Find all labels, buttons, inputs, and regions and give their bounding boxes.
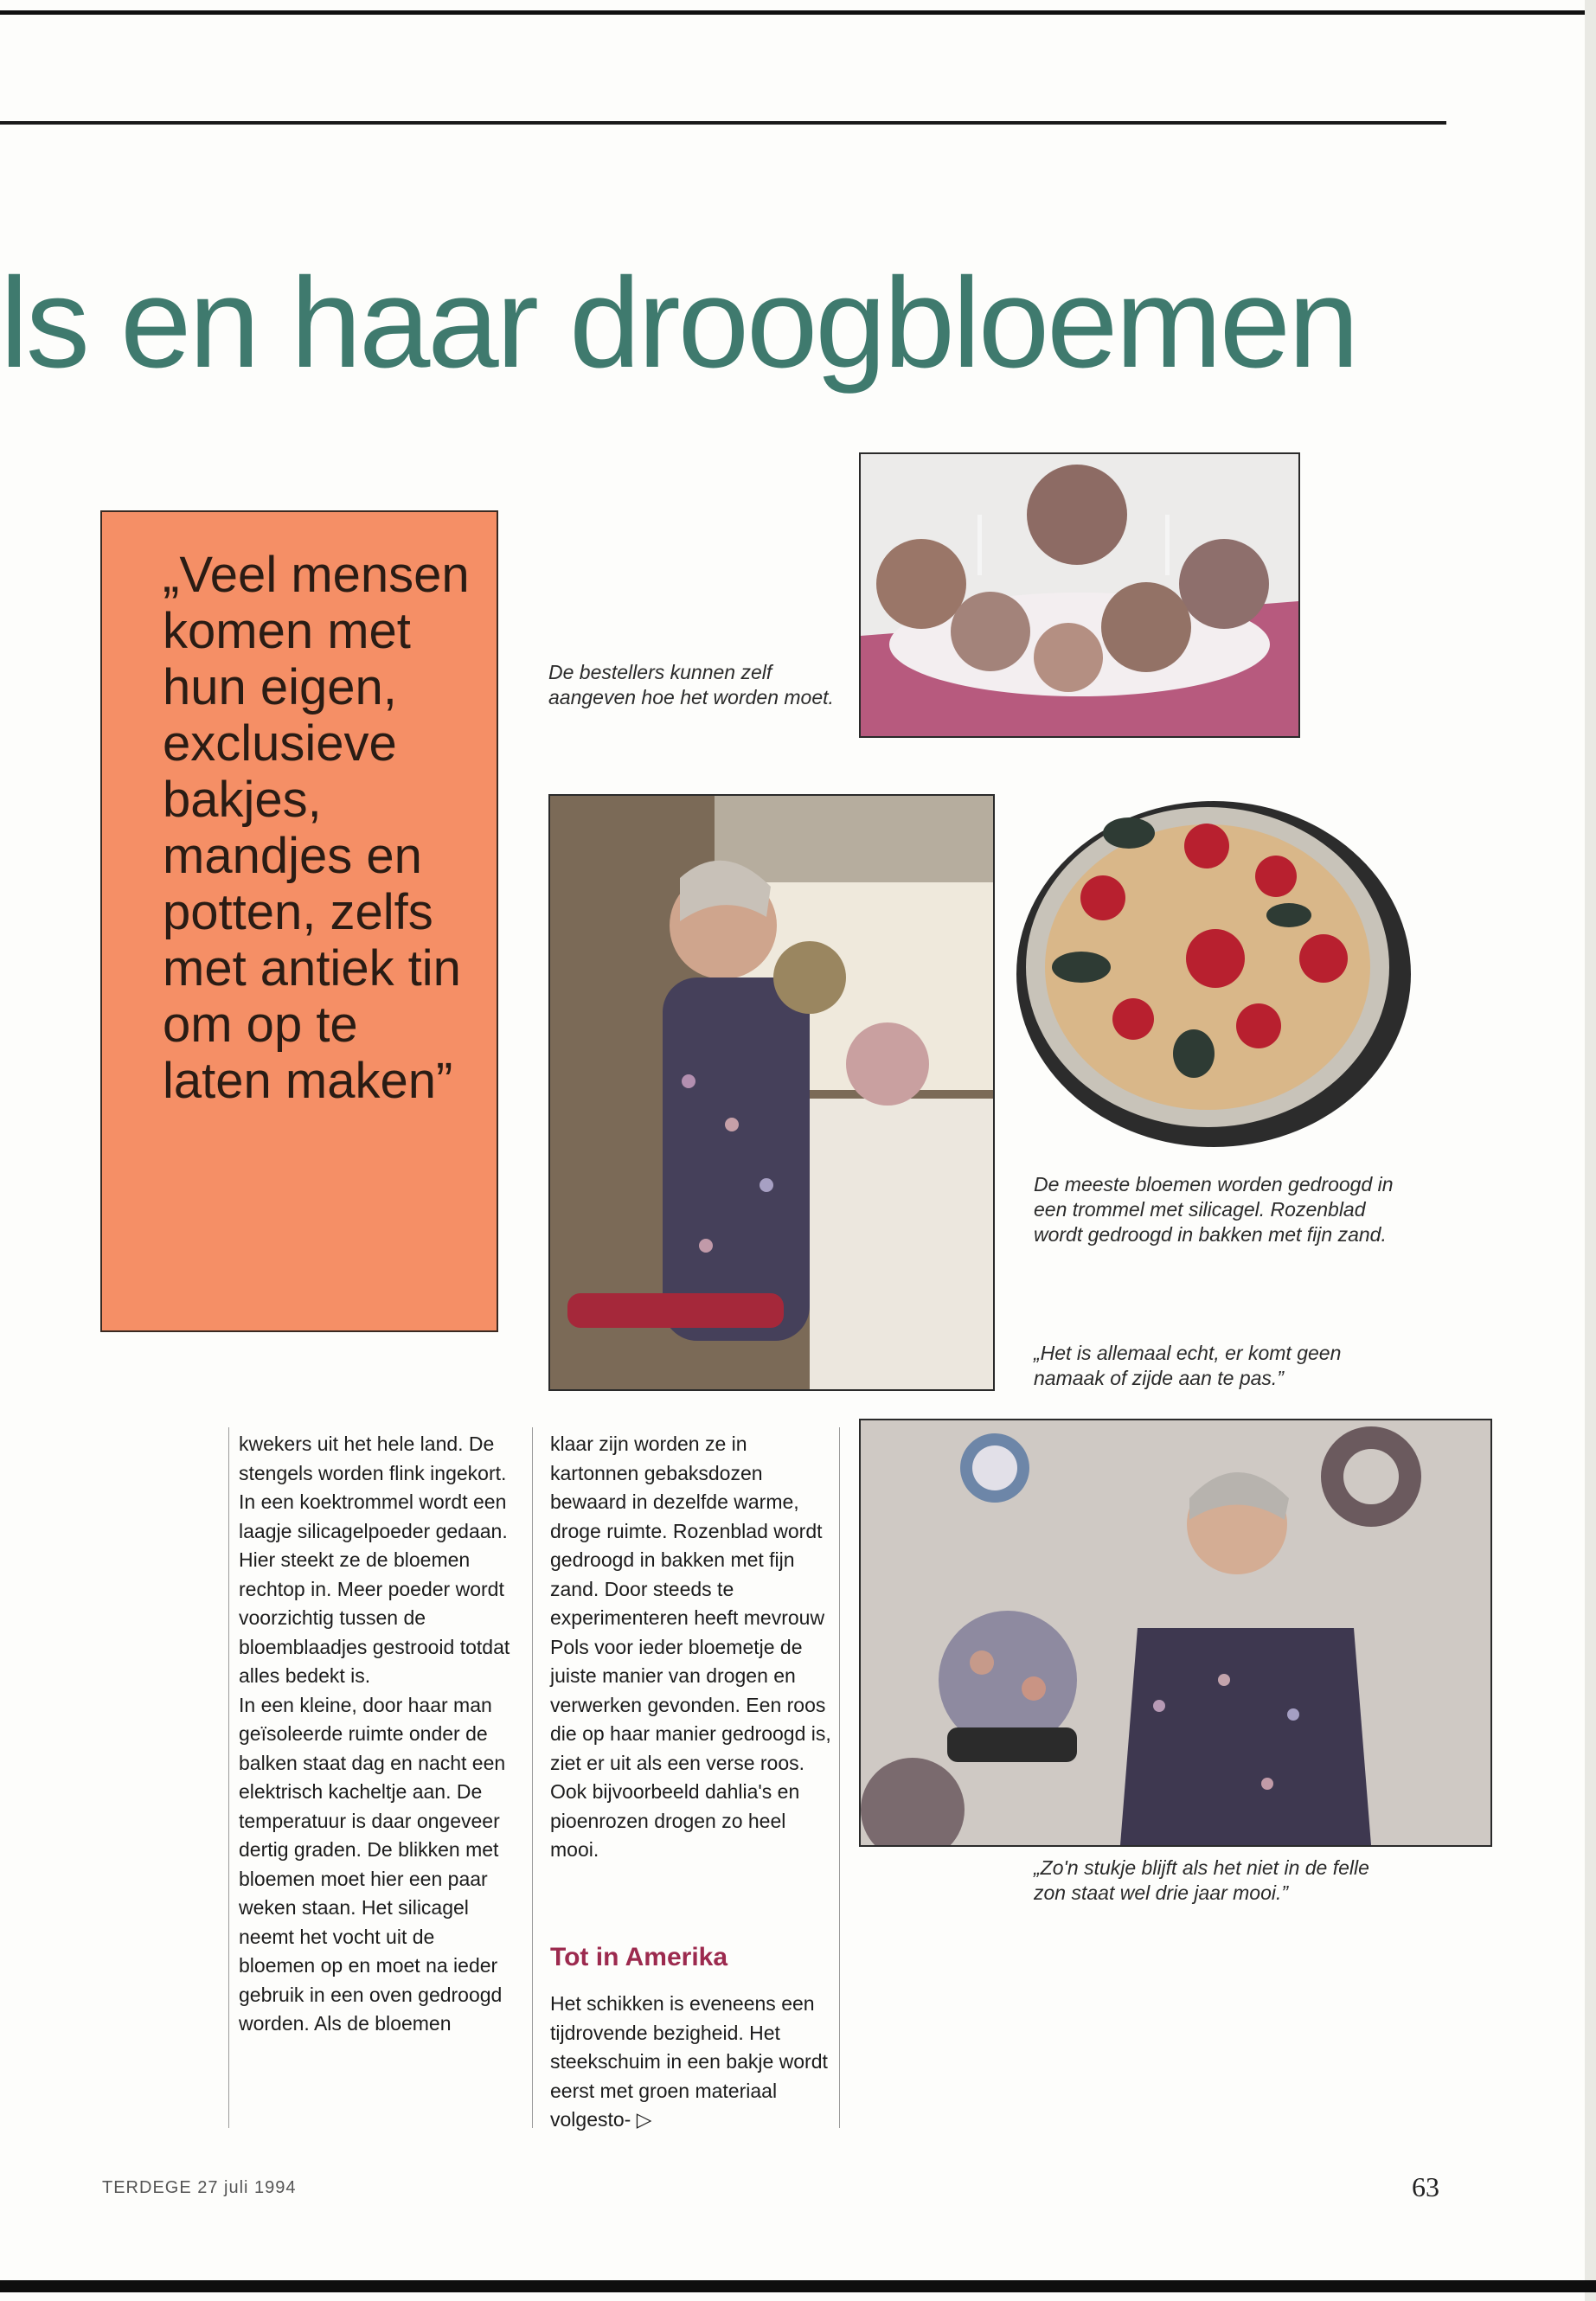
caption-stukje: „Zo'n stukje blijft als het niet in de felle zon staat wel drie jaar mooi.”	[1034, 1856, 1369, 1904]
photo-table-illustration	[861, 454, 1298, 736]
photo-flower-arrangements-table	[859, 452, 1300, 738]
pull-quote-box	[100, 510, 498, 1332]
photo-woman-seated	[548, 794, 995, 1391]
photo-tin-illustration	[1012, 794, 1423, 1157]
footer-publication: TERDEGE 27 juli 1994	[102, 2178, 297, 2197]
top-rule	[0, 121, 1446, 125]
photo-woman-standing	[859, 1419, 1492, 1847]
article-title: ls en haar droogbloemen	[0, 252, 1357, 394]
column-divider	[839, 1427, 840, 2128]
caption-echt: „Het is allemaal echt, er komt geen namaak of zijde aan te pas.”	[1034, 1342, 1342, 1389]
body-paragraph: Het schikken is eveneens een tijdrovende bezigheid. Het steekschuim in een bakje wordt eerst met groen materiaal volgesto- ▷	[550, 1992, 828, 2131]
column-divider	[532, 1427, 533, 2128]
subheading: Tot in Amerika	[550, 1943, 728, 1971]
body-column-2	[550, 1430, 836, 1865]
page-edge	[1585, 0, 1596, 2301]
caption-trommel: De meeste bloemen worden gedroogd in een trommel met silicagel. Rozenblad wordt gedroogd in bakken met fijn zand.	[1034, 1173, 1394, 1246]
caption-bestellers: De bestellers kunnen zelf aangeven hoe het worden moet.	[548, 661, 834, 708]
bottom-border	[0, 2280, 1596, 2292]
photo-standing-illustration	[861, 1420, 1490, 1845]
pull-quote: „Veel mensen komen met hun eigen, exclusieve bakjes, mandjes en potten, zelfs met antiek tin om op te laten maken”	[163, 547, 470, 1109]
top-border	[0, 10, 1596, 15]
page-number: 63	[1412, 2171, 1439, 2202]
body-column-2b	[550, 1990, 836, 2135]
photo-seated-illustration	[550, 796, 993, 1389]
body-paragraph: klaar zijn worden ze in kartonnen gebaksdozen bewaard in dezelfde warme, droge ruimte. Rozenblad wordt gedroogd in bakken met fijn zand. Door steeds te experimenteren heeft mevrouw Pols voor ieder bloemetje de juiste manier van drogen en verwerken gevonden. Een roos die op haar manier gedroogd is, ziet er uit als een verse roos. Ook bijvoorbeeld dahlia's en pioenrozen drogen zo heel mooi.	[550, 1433, 831, 1861]
column-divider	[228, 1427, 229, 2128]
body-paragraph: kwekers uit het hele land. De stengels worden flink ingekort. In een koektrommel wordt een laagje silicagelpoeder gedaan. Hier steekt ze de bloemen rechtop in. Meer poeder wordt voorzichtig tussen de bloemblaadjes gestrooid totdat alles bedekt is.	[239, 1433, 510, 1687]
body-column-1	[239, 1430, 516, 2039]
body-paragraph: In een kleine, door haar man geïsoleerde ruimte onder de balken staat dag en nacht een elektrisch kacheltje aan. De temperatuur is daar ongeveer dertig graden. De blikken met bloemen moet hier een paar weken staan. Het silicagel neemt het vocht uit de bloemen op en moet na ieder gebruik in een oven gedroogd worden. Als de bloemen	[239, 1693, 506, 2035]
photo-tin-with-roses	[1012, 794, 1423, 1157]
